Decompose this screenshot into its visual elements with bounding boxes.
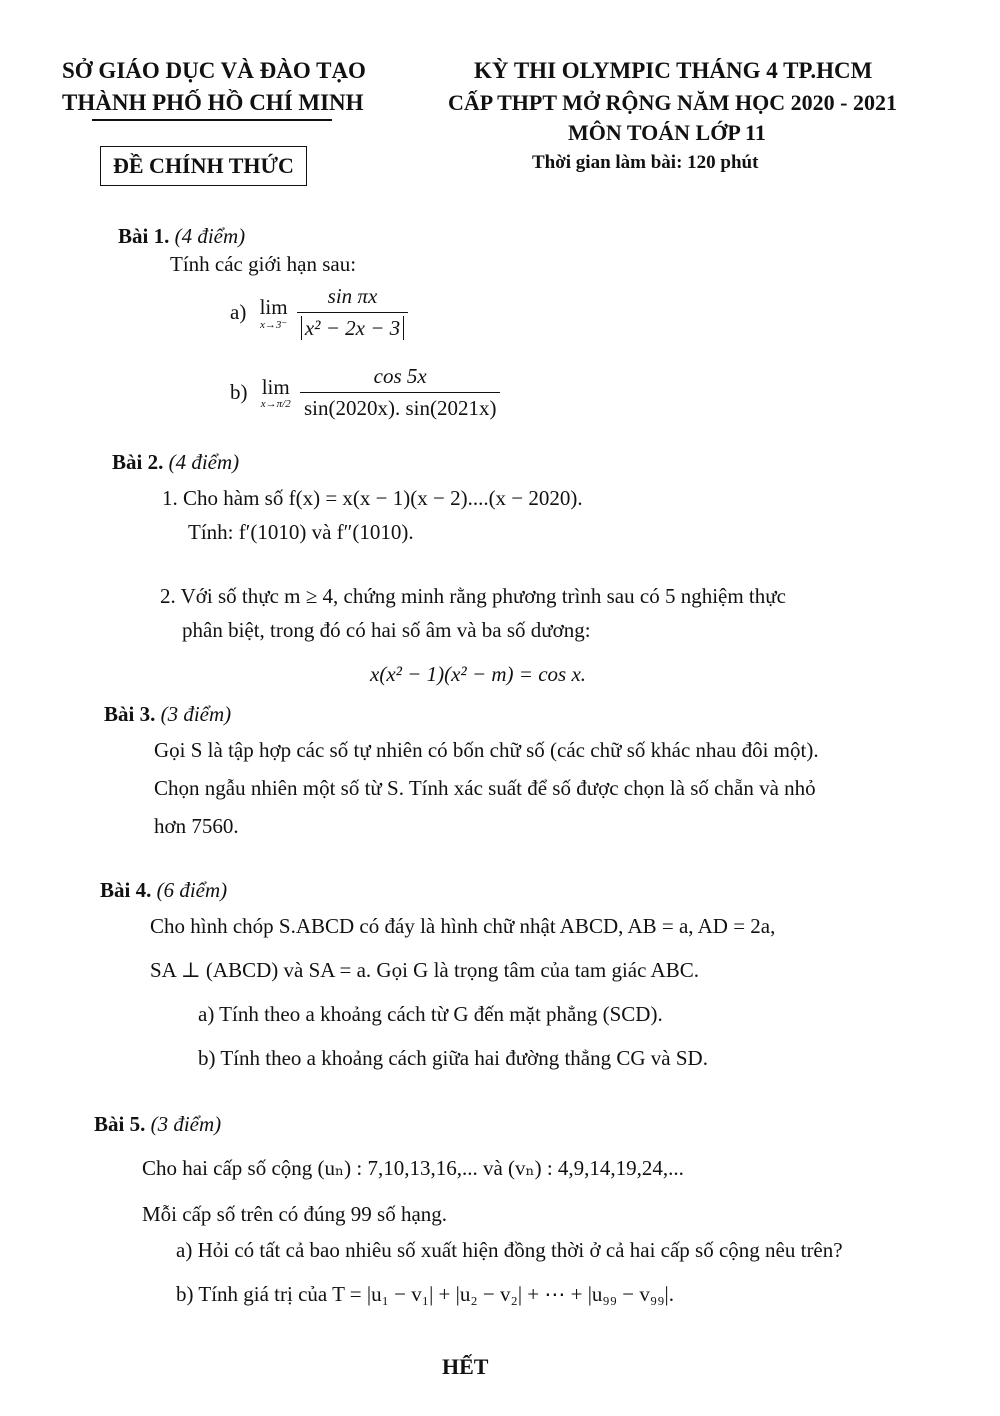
bai1-b-lim-word: lim bbox=[261, 375, 290, 399]
bai1-a-denominator: x² − 2x − 3 bbox=[301, 316, 404, 340]
bai4-points: (6 điểm) bbox=[156, 878, 228, 902]
bai2-p1-line1: 1. Cho hàm số f(x) = x(x − 1)(x − 2)....(x − 2020). bbox=[162, 486, 583, 510]
bai3-line2: Chọn ngẫu nhiên một số từ S. Tính xác suất để số được chọn là số chẵn và nhỏ bbox=[154, 776, 816, 800]
bai1-b-denominator: sin(2020x). sin(2021x) bbox=[303, 396, 497, 420]
bai4-part-b: b) Tính theo a khoảng cách giữa hai đường thẳng CG và SD. bbox=[198, 1046, 708, 1070]
bai5-part-a: a) Hỏi có tất cả bao nhiêu số xuất hiện đồng thời ở cả hai cấp số cộng nêu trên? bbox=[176, 1238, 843, 1262]
bai5-heading bbox=[94, 1112, 221, 1137]
issuer-line2: THÀNH PHỐ HỒ CHÍ MINH bbox=[62, 90, 364, 115]
bai5-line1: Cho hai cấp số cộng (uₙ) : 7,10,13,16,... và (vₙ) : 4,9,14,19,24,... bbox=[142, 1156, 684, 1180]
bai1-title: Bài 1. bbox=[118, 224, 170, 248]
issuer-line1: SỞ GIÁO DỤC VÀ ĐÀO TẠO bbox=[62, 58, 366, 83]
bai4-line1: Cho hình chóp S.ABCD có đáy là hình chữ nhật ABCD, AB = a, AD = 2a, bbox=[150, 914, 776, 938]
bai1-b-lim bbox=[261, 375, 291, 410]
end-marker: HẾT bbox=[442, 1354, 489, 1379]
bai1-a-lim-sub: x→3⁻ bbox=[259, 318, 288, 331]
bai2-equation: x(x² − 1)(x² − m) = cos x. bbox=[370, 662, 587, 686]
bai1-a-lim bbox=[260, 295, 288, 331]
official-badge: ĐỀ CHÍNH THỨC bbox=[100, 146, 307, 186]
bai1-b bbox=[230, 364, 500, 421]
bai5-line2: Mỗi cấp số trên có đúng 99 số hạng. bbox=[142, 1202, 448, 1226]
bai2-p2-line1: 2. Với số thực m ≥ 4, chứng minh rằng phương trình sau có 5 nghiệm thực bbox=[160, 584, 786, 608]
bai3-line1: Gọi S là tập hợp các số tự nhiên có bốn chữ số (các chữ số khác nhau đôi một). bbox=[154, 738, 819, 762]
bai1-b-lim-sub: x→π/2 bbox=[260, 398, 291, 410]
bai2-points: (4 điểm) bbox=[168, 450, 240, 474]
bai1-intro: Tính các giới hạn sau: bbox=[170, 252, 357, 276]
bai1-a bbox=[230, 284, 408, 341]
bai2-heading bbox=[112, 450, 239, 475]
bai2-p1-line2: Tính: f′(1010) và f″(1010). bbox=[188, 520, 414, 544]
bai1-heading bbox=[118, 224, 245, 249]
bai4-part-a: a) Tính theo a khoảng cách từ G đến mặt phẳng (SCD). bbox=[198, 1002, 663, 1026]
bai4-heading bbox=[100, 878, 227, 903]
bai1-b-fraction bbox=[300, 364, 501, 421]
bai4-line2: SA ⊥ (ABCD) và SA = a. Gọi G là trọng tâm của tam giác ABC. bbox=[150, 958, 699, 982]
exam-subtitle: CẤP THPT MỞ RỘNG NĂM HỌC 2020 - 2021 bbox=[448, 90, 897, 115]
bai3-line3: hơn 7560. bbox=[154, 814, 239, 838]
bai1-a-numerator: sin πx bbox=[297, 284, 408, 313]
bai1-a-fraction bbox=[297, 284, 408, 341]
bai1-a-lim-word: lim bbox=[259, 294, 288, 319]
bai5-points: (3 điểm) bbox=[150, 1112, 222, 1136]
bai5-part-b: b) Tính giá trị của T = |u₁ − v₁| + |u₂ − v₂| + ⋯ + |u₉₉ − v₉₉|. bbox=[176, 1282, 675, 1306]
bai3-points: (3 điểm) bbox=[160, 702, 232, 726]
bai2-p2-line2: phân biệt, trong đó có hai số âm và ba số dương: bbox=[182, 618, 591, 642]
bai1-b-label: b) bbox=[230, 380, 248, 404]
bai1-a-label: a) bbox=[230, 300, 247, 324]
bai1-b-numerator: cos 5x bbox=[300, 364, 501, 393]
bai1-points: (4 điểm) bbox=[174, 224, 246, 248]
bai3-title: Bài 3. bbox=[104, 702, 156, 726]
bai5-title: Bài 5. bbox=[94, 1112, 146, 1136]
bai3-heading bbox=[104, 702, 231, 727]
bai2-title: Bài 2. bbox=[112, 450, 164, 474]
exam-subject: MÔN TOÁN LỚP 11 bbox=[568, 120, 766, 145]
exam-duration: Thời gian làm bài: 120 phút bbox=[532, 152, 759, 173]
bai4-title: Bài 4. bbox=[100, 878, 152, 902]
issuer-underline bbox=[92, 119, 332, 121]
exam-title: KỲ THI OLYMPIC THÁNG 4 TP.HCM bbox=[474, 58, 873, 83]
